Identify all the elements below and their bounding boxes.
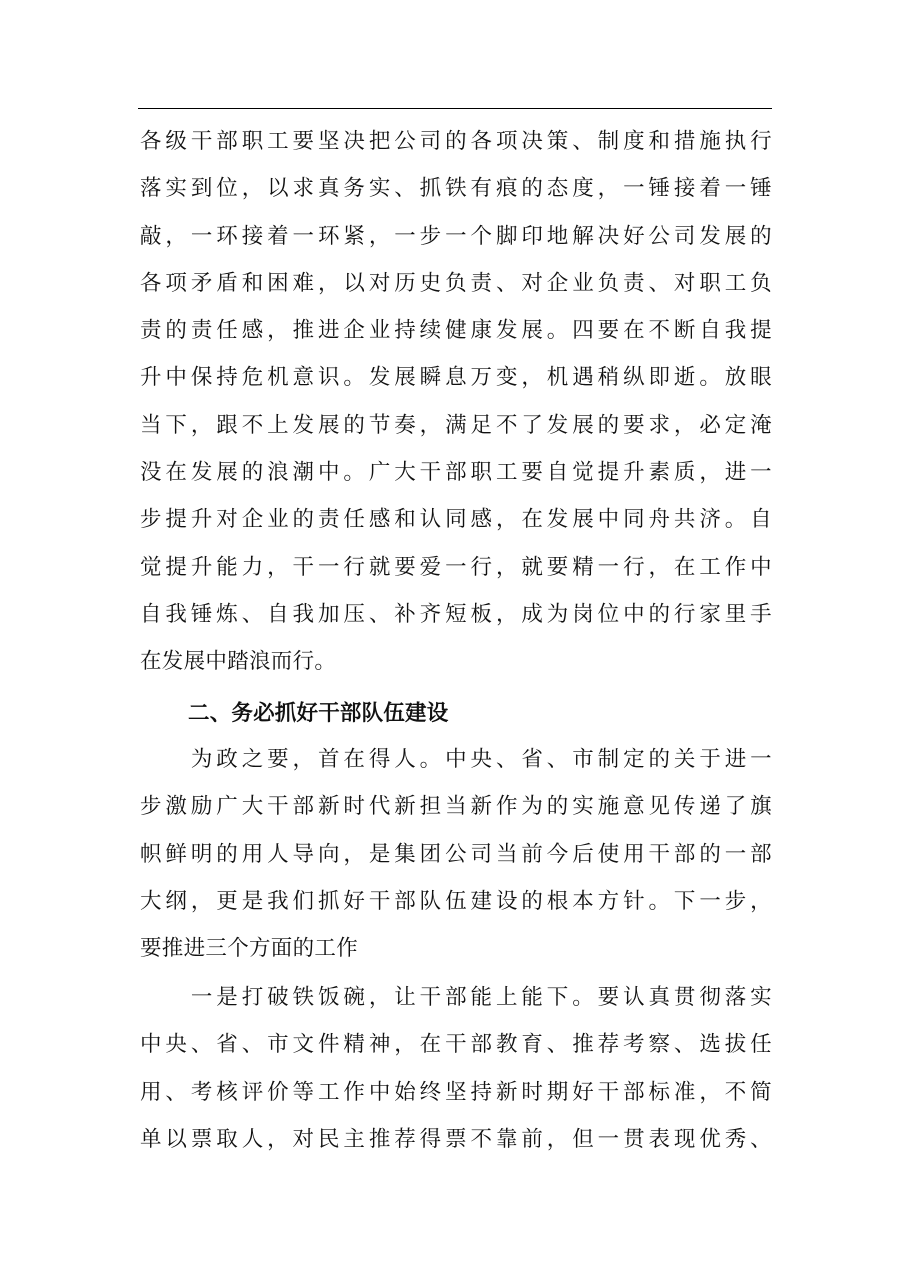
text-line: 各级干部职工要坚决把公司的各项决策、制度和措施执行 [140,129,772,154]
text-line: 敲，一环接着一环紧，一步一个脚印地解决好公司发展的 [140,223,772,249]
text-line: 落实到位，以求真务实、抓铁有痕的态度，一锤接着一锤 [140,176,772,202]
text-line: 觉提升能力，干一行就要爱一行，就要精一行，在工作中 [140,554,772,580]
text-line: 中央、省、市文件精神，在干部教育、推荐考察、选拔任 [140,1032,772,1058]
text-line: 自我锤炼、自我加压、补齐短板，成为岗位中的行家里手 [140,601,772,627]
paragraph-point-one [140,974,772,1163]
text-line: 大纲，更是我们抓好干部队伍建设的根本方针。下一步， [140,888,772,914]
header-rule [138,108,772,109]
text-line: 升中保持危机意识。发展瞬息万变，机遇稍纵即逝。放眼 [140,365,772,391]
paragraph-section-intro [140,736,772,972]
text-line: 在发展中踏浪而行。 [140,649,337,675]
text-line: 要推进三个方面的工作 [140,936,359,962]
text-line: 责的责任感，推进企业持续健康发展。四要在不断自我提 [140,318,772,344]
text-line: 用、考核评价等工作中始终坚持新时期好干部标准，不简 [140,1079,772,1105]
text-line: 当下，跟不上发展的节奏，满足不了发展的要求，必定淹 [140,412,772,438]
text-line: 没在发展的浪潮中。广大干部职工要自觉提升素质，进一 [140,460,772,486]
text-line: 一是打破铁饭碗，让干部能上能下。要认真贯彻落实 [140,985,772,1010]
text-line: 单以票取人，对民主推荐得票不靠前，但一贯表现优秀、 [140,1126,772,1152]
paragraph-continued [140,118,772,686]
text-line: 步激励广大干部新时代新担当新作为的实施意见传递了旗 [140,794,772,820]
text-line: 为政之要，首在得人。中央、省、市制定的关于进一 [140,747,772,772]
section-heading: 二、务必抓好干部队伍建设 [188,701,449,726]
text-line: 步提升对企业的责任感和认同感，在发展中同舟共济。自 [140,507,772,533]
text-line: 帜鲜明的用人导向，是集团公司当前今后使用干部的一部 [140,841,772,867]
text-line: 各项矛盾和困难，以对历史负责、对企业负责、对职工负 [140,270,772,296]
